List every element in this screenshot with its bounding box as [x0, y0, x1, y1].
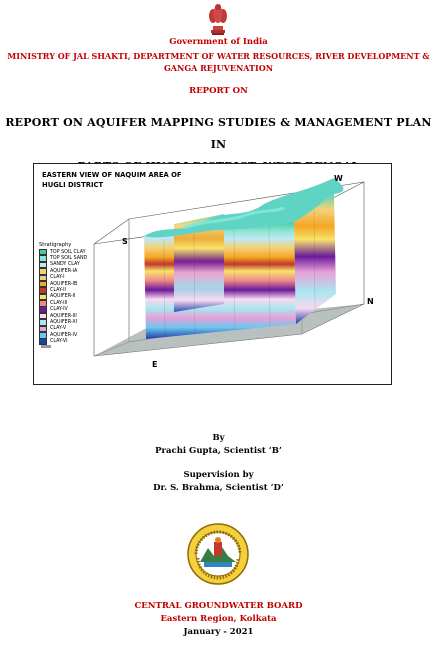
supervision-label: Supervision by — [183, 470, 254, 480]
legend-item — [39, 338, 111, 344]
region-name: Eastern Region, Kolkata — [160, 614, 277, 624]
legend-label: AQUIFER-IB — [50, 281, 78, 287]
legend-label: TOP SOIL SAND — [50, 256, 88, 262]
compass-west: W — [334, 174, 343, 183]
stratigraphy-legend — [39, 242, 111, 345]
legend-label: CLAY-VI — [50, 339, 68, 345]
compass-east: E — [152, 360, 158, 369]
legend-label: CLAY-IV — [50, 307, 68, 313]
cgwb-seal-icon — [186, 522, 250, 586]
report-on-label: REPORT ON — [189, 86, 248, 96]
legend-label: AQUIFER-III — [50, 313, 77, 319]
aquifer-model-figure — [33, 163, 392, 385]
legend-label: AQUIFER-II — [50, 294, 76, 300]
legend-title: Stratigraphy — [39, 242, 72, 248]
supervisor-name: Dr. S. Brahma, Scientist ‘D’ — [153, 483, 284, 493]
legend-swatch — [39, 338, 47, 345]
legend-items — [39, 249, 111, 345]
legend-label: CLAY-II — [50, 288, 66, 294]
legend-label: AQUIFER-IA — [50, 268, 78, 274]
figure-caption-line-1: EASTERN VIEW OF NAQUIM AREA OF — [42, 171, 182, 179]
author-name: Prachi Gupta, Scientist ‘B’ — [155, 446, 282, 456]
compass-north: N — [367, 297, 374, 306]
legend-label: CLAY-III — [50, 300, 68, 306]
legend-label: CLAY-V — [50, 326, 67, 332]
report-title-line-1: REPORT ON AQUIFER MAPPING STUDIES & MANAGEMENT PLAN IN — [5, 116, 432, 151]
report-date: January - 2021 — [183, 627, 254, 637]
legend-label: CLAY-I — [50, 275, 65, 281]
compass-south: S — [122, 237, 128, 246]
legend-label: AQUIFER-IV — [50, 332, 78, 338]
legend-label: SANDY CLAY — [50, 262, 80, 268]
legend-label: TOP SOIL CLAY — [50, 249, 86, 255]
legend-label: AQUIFER-XI — [50, 319, 78, 325]
legend-scale-bar — [41, 345, 51, 348]
government-label: Government of India — [169, 37, 268, 47]
board-name: CENTRAL GROUNDWATER BOARD — [134, 601, 303, 611]
by-label: By — [212, 433, 225, 443]
national-emblem-icon — [204, 2, 232, 36]
figure-caption-line-2: HUGLI DISTRICT — [42, 181, 104, 189]
figure-caption — [42, 170, 202, 190]
ministry-heading: MINISTRY OF JAL SHAKTI, DEPARTMENT OF WATER RESOURCES, RIVER DEVELOPMENT & GANGA REJUVENATION — [7, 51, 430, 73]
